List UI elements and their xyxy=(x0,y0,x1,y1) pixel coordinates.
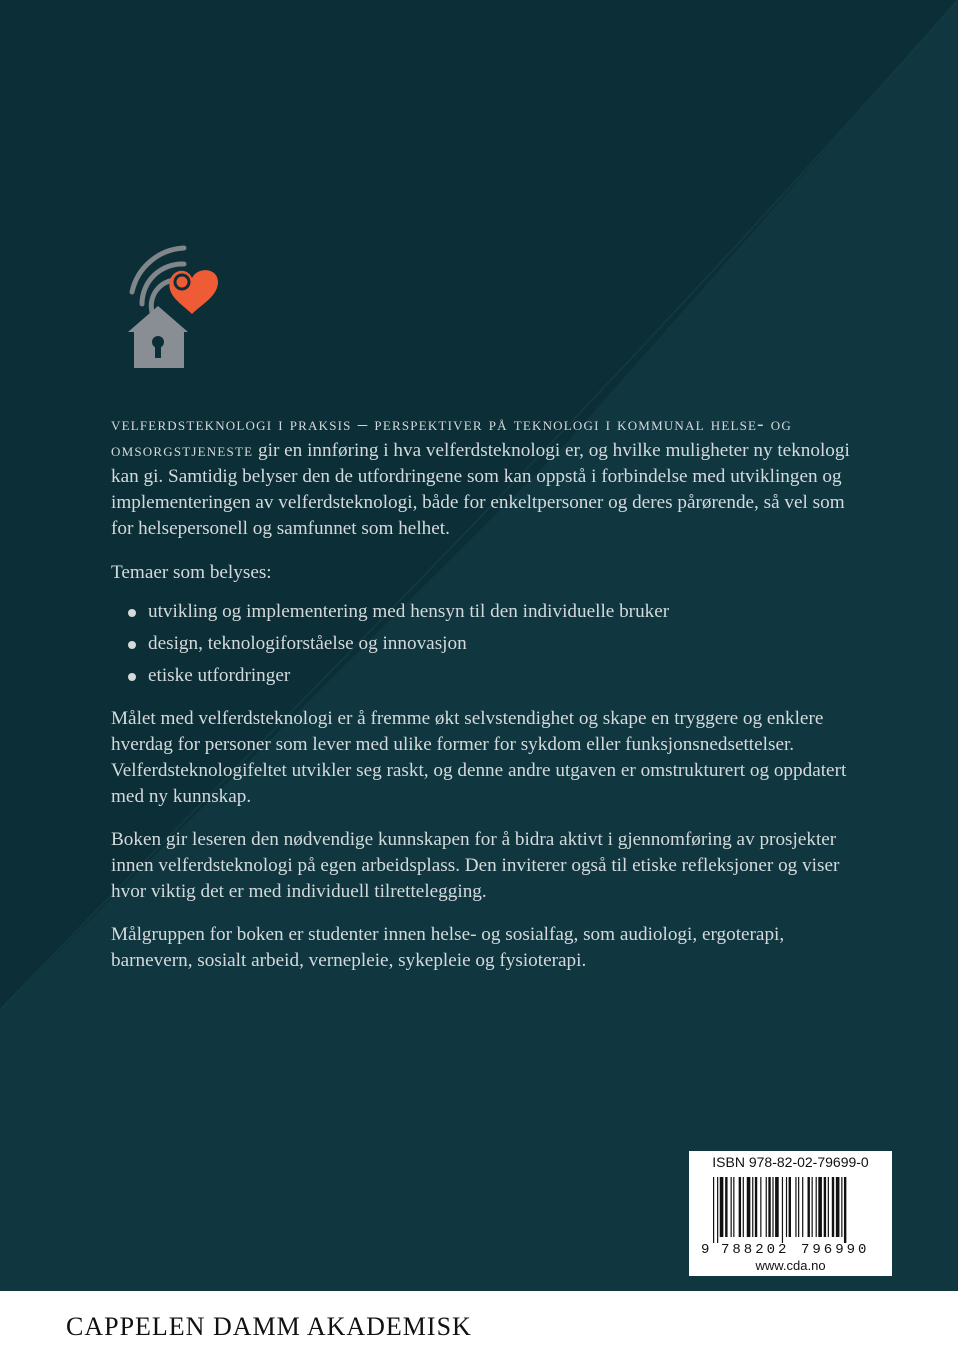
house-lock-icon xyxy=(128,306,188,368)
barcode-bar xyxy=(812,1177,813,1237)
publisher-footer xyxy=(0,1291,958,1361)
intro-paragraph xyxy=(111,412,851,542)
intro-text: gir en innføring i hva velferdsteknologi er, og hvilke muligheter ny teknologi kan gi. Samtidig belyser den de utfordringene som kan oppstå i forbindelse med utviklingen og implementeringen av velferdsteknologi, både for enkeltpersoner og deres pårørende, så vel som for helsepersonell og samfunnet som helhet. xyxy=(111,440,850,539)
publisher-logo: CAPPELEN DAMM AKADEMISK xyxy=(66,1312,472,1341)
barcode-digits-left: 788202 xyxy=(721,1242,790,1258)
themes-heading: Temaer som belyses: xyxy=(111,562,272,583)
barcode-bar xyxy=(766,1177,767,1237)
bullet-icon xyxy=(128,673,136,681)
barcode-bar xyxy=(725,1177,727,1237)
barcode-icon xyxy=(699,1177,882,1273)
back-cover-text xyxy=(111,412,851,991)
barcode-bar xyxy=(816,1177,817,1237)
barcode-bar xyxy=(832,1177,834,1237)
themes-list xyxy=(111,596,851,692)
isbn-barcode-box xyxy=(689,1151,892,1276)
barcode-bar xyxy=(841,1177,842,1237)
barcode-bar xyxy=(717,1177,718,1243)
barcode-bar xyxy=(755,1177,757,1237)
barcode-bar xyxy=(733,1177,734,1237)
barcode-bar xyxy=(818,1177,822,1237)
barcode-bar xyxy=(720,1177,724,1237)
barcode-bar xyxy=(802,1177,803,1237)
body-paragraph-reader: Boken gir leseren den nødvendige kunnskapen for å bidra aktivt i gjennomføring av prosjekter innen velferdsteknologi på egen arbeidsplass. Den inviterer også til etiske refleksjoner og viser hvor viktig det er med individuell tilrettelegging. xyxy=(111,829,840,902)
barcode-bar xyxy=(824,1177,826,1237)
barcode-bar xyxy=(739,1177,741,1237)
bullet-icon xyxy=(128,641,136,649)
heart-location-icon xyxy=(169,270,218,314)
barcode-bar xyxy=(731,1177,732,1237)
barcode-bar xyxy=(798,1177,799,1237)
barcode-bar xyxy=(786,1177,787,1237)
barcode-bar xyxy=(795,1177,796,1237)
welfare-tech-logo-icon xyxy=(122,224,227,374)
list-item: utvikling og implementering med hensyn til den individuelle bruker xyxy=(111,596,851,628)
publisher-url: www.cda.no xyxy=(755,1258,826,1273)
barcode-bar xyxy=(808,1177,810,1237)
barcode-bar xyxy=(775,1177,779,1237)
barcode-bar xyxy=(768,1177,770,1237)
barcode-bar xyxy=(836,1177,840,1237)
body-paragraph-goal: Målet med velferdsteknologi er å fremme økt selvstendighet og skape en tryggere og enklere hverdag for personer som lever med ulike former for sykdom eller funksjonsnedsettelser. Velferdsteknologifeltet utvikler seg raskt, og denne andre utgaven er omstrukturert og oppdatert med ny kunnskap. xyxy=(111,708,847,807)
book-title: velferdsteknologi i praksis – perspektiver på teknologi i kommunal helse- og omsorgstjeneste xyxy=(111,414,792,461)
bullet-icon xyxy=(128,609,136,617)
barcode-bar xyxy=(752,1177,753,1237)
barcode-bar xyxy=(713,1177,714,1243)
barcode-bar xyxy=(760,1177,761,1237)
body-paragraph-audience: Målgruppen for boken er studenter innen helse- og sosialfag, som audiologi, ergoterapi, barnevern, sosialt arbeid, vernepleie, sykepleie og fysioterapi. xyxy=(111,924,785,971)
barcode-bar xyxy=(828,1177,829,1237)
barcode-bar xyxy=(844,1177,846,1243)
barcode-bar xyxy=(782,1177,783,1243)
barcode-bar xyxy=(747,1177,751,1237)
barcode-digits-right: 796990 xyxy=(801,1242,870,1258)
list-item: etiske utfordringer xyxy=(111,660,851,692)
isbn-label: ISBN 978-82-02-79699-0 xyxy=(712,1154,869,1170)
barcode-bar xyxy=(743,1177,744,1237)
list-item: design, teknologiforståelse og innovasjon xyxy=(111,628,851,660)
barcode-digit-first: 9 xyxy=(701,1242,710,1258)
barcode-bar xyxy=(772,1177,773,1237)
barcode-bar xyxy=(789,1177,791,1237)
